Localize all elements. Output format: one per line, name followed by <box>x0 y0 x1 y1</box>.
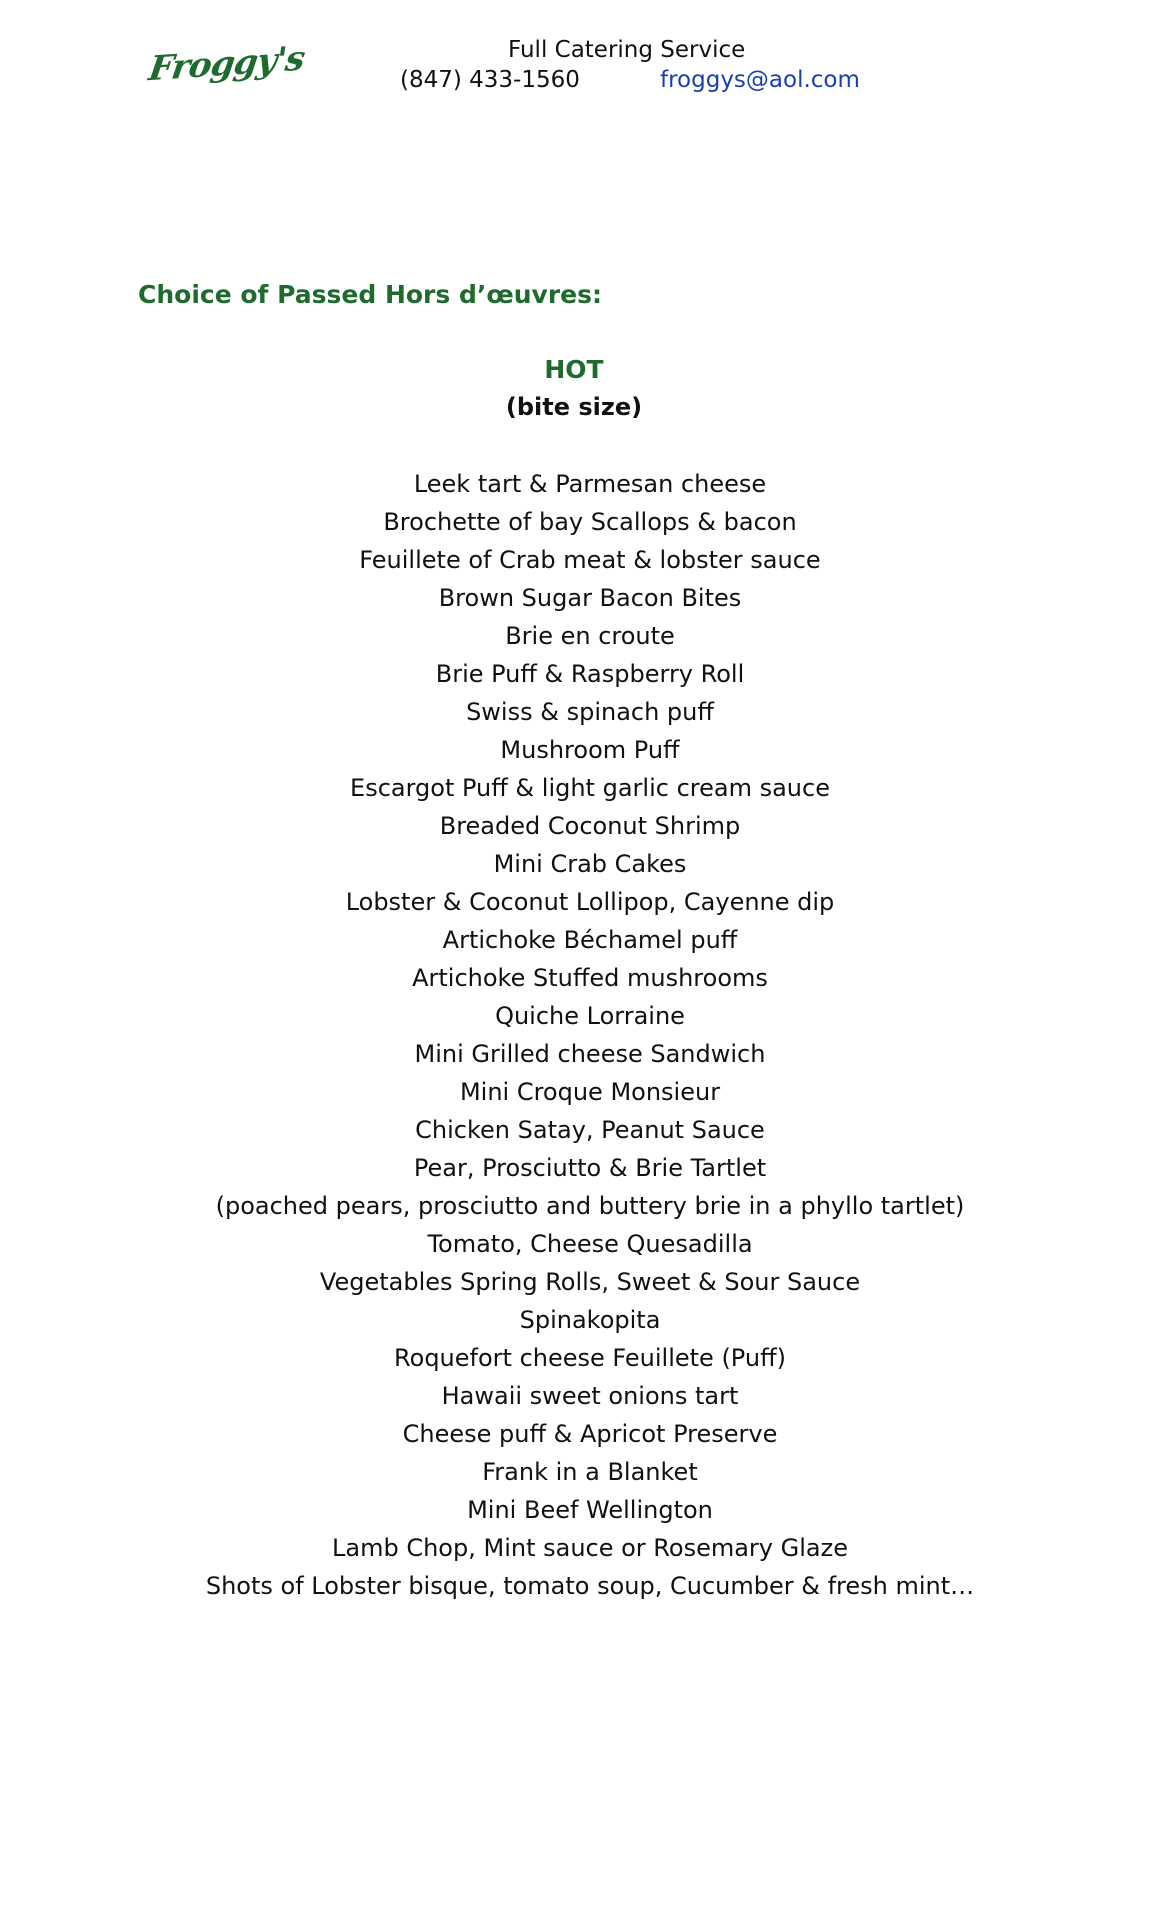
service-title: Full Catering Service <box>508 37 746 63</box>
froggys-logo <box>146 38 307 98</box>
menu-item: Breaded Coconut Shrimp <box>439 812 741 840</box>
menu-item: Vegetables Spring Rolls, Sweet & Sour Sauce <box>319 1268 861 1296</box>
menu-list <box>0 465 1166 1605</box>
hot-title: HOT <box>544 355 604 384</box>
menu-item: Brie Puff & Raspberry Roll <box>435 660 745 688</box>
menu-item: Quiche Lorraine <box>495 1002 685 1030</box>
menu-item: Lobster & Coconut Lollipop, Cayenne dip <box>345 888 835 916</box>
menu-item: Pear, Prosciutto & Brie Tartlet <box>413 1154 767 1182</box>
menu-item: Frank in a Blanket <box>482 1458 698 1486</box>
menu-item: Mushroom Puff <box>500 736 680 764</box>
menu-item: Mini Grilled cheese Sandwich <box>414 1040 766 1068</box>
hot-subtitle: (bite size) <box>505 393 643 421</box>
menu-item: Artichoke Stuffed mushrooms <box>412 964 768 992</box>
menu-item: Shots of Lobster bisque, tomato soup, Cucumber & fresh mint… <box>205 1572 975 1600</box>
menu-item: Feuillete of Crab meat & lobster sauce <box>359 546 821 574</box>
menu-item: Artichoke Béchamel puff <box>442 926 738 954</box>
menu-item: Cheese puff & Apricot Preserve <box>402 1420 778 1448</box>
menu-item: Mini Beef Wellington <box>467 1496 713 1524</box>
menu-item: Leek tart & Parmesan cheese <box>413 470 767 498</box>
menu-item: Mini Crab Cakes <box>493 850 687 878</box>
section-heading: Choice of Passed Hors d’œuvres: <box>138 280 602 309</box>
menu-item: Brochette of bay Scallops & bacon <box>383 508 797 536</box>
phone-number: (847) 433-1560 <box>400 67 580 93</box>
logo-text: Froggy's <box>146 38 307 90</box>
menu-item: Brie en croute <box>505 622 675 650</box>
menu-item: Brown Sugar Bacon Bites <box>438 584 742 612</box>
menu-item: Hawaii sweet onions tart <box>441 1382 739 1410</box>
menu-item: (poached pears, prosciutto and buttery brie in a phyllo tartlet) <box>215 1192 965 1220</box>
menu-item: Chicken Satay, Peanut Sauce <box>415 1116 765 1144</box>
menu-item: Escargot Puff & light garlic cream sauce <box>350 774 830 802</box>
menu-item: Spinakopita <box>519 1306 661 1334</box>
menu-item: Lamb Chop, Mint sauce or Rosemary Glaze <box>332 1534 848 1562</box>
menu-item: Roquefort cheese Feuillete (Puff) <box>394 1344 786 1372</box>
menu-item: Tomato, Cheese Quesadilla <box>427 1230 753 1258</box>
menu-item: Mini Croque Monsieur <box>459 1078 721 1106</box>
email-link[interactable]: froggys@aol.com <box>660 67 860 93</box>
menu-item: Swiss & spinach puff <box>466 698 714 726</box>
